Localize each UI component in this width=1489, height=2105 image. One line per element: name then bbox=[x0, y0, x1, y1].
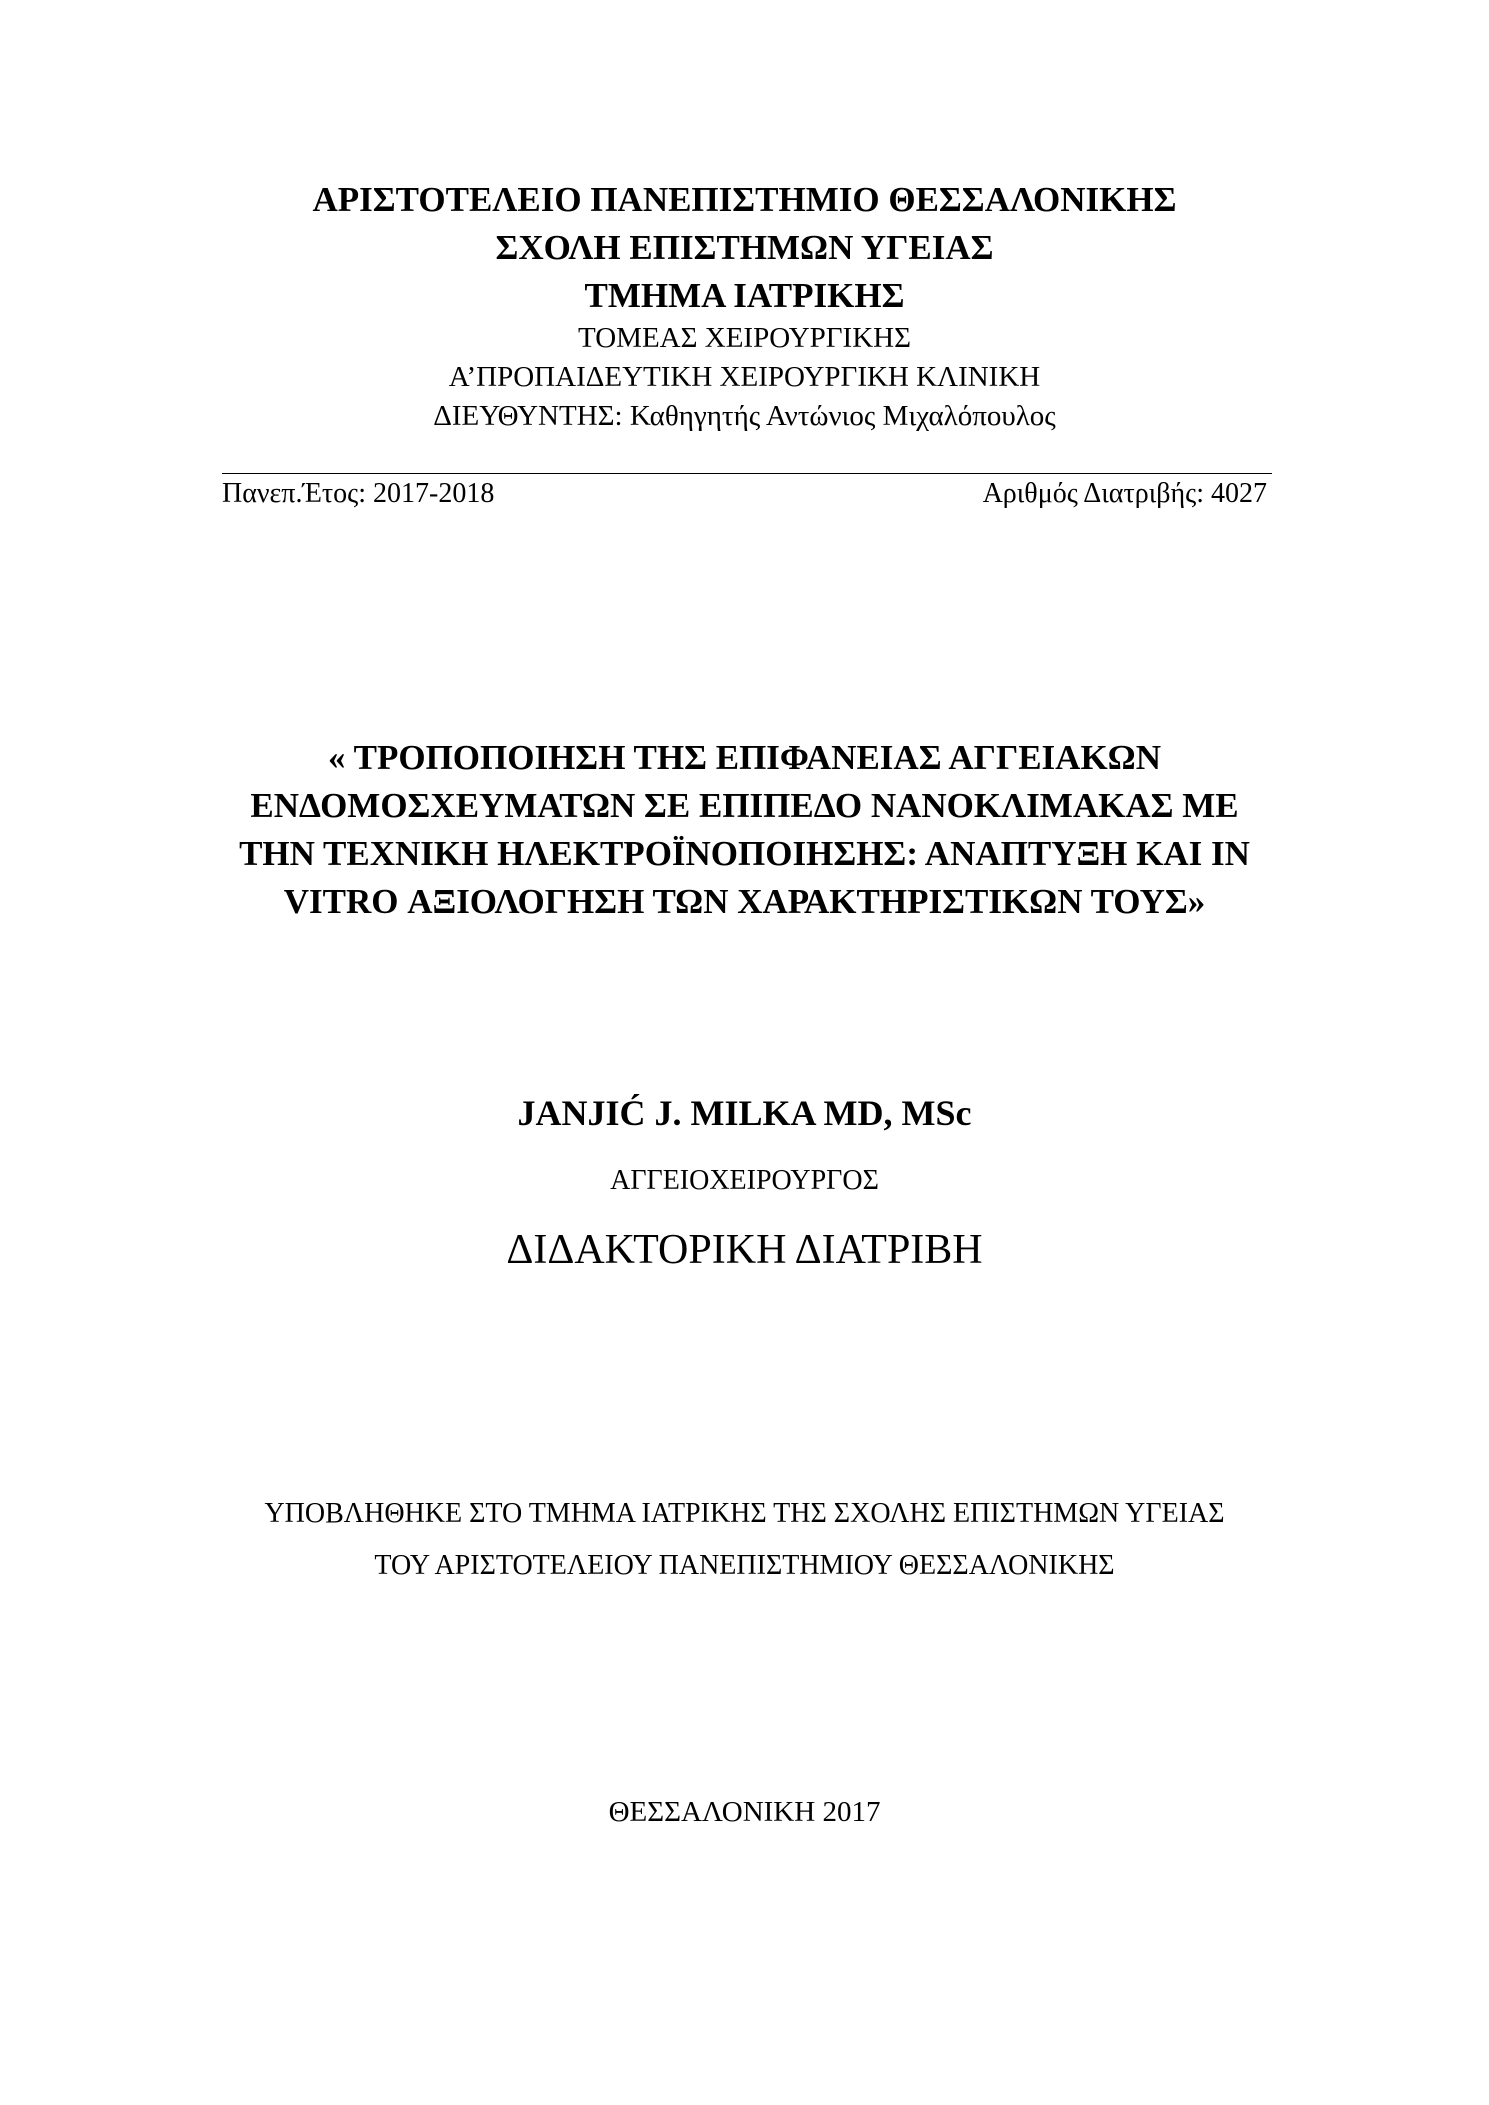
thesis-title-line: « ΤΡΟΠΟΠΟΙΗΣΗ ΤΗΣ ΕΠΙΦΑΝΕΙΑΣ ΑΓΓΕΙΑΚΩΝ bbox=[328, 738, 1161, 777]
clinic-name: Α’ΠΡΟΠΑΙΔΕΥΤΙΚΗ ΧΕΙΡΟΥΡΓΙΚΗ ΚΛΙΝΙΚΗ bbox=[448, 361, 1041, 393]
thesis-number: Αριθμός Διατριβής: 4027 bbox=[982, 478, 1267, 509]
header-divider bbox=[222, 473, 1272, 474]
school-name: ΣΧΟΛΗ ΕΠΙΣΤΗΜΩΝ ΥΓΕΙΑΣ bbox=[495, 228, 994, 267]
author-specialty: ΑΓΓΕΙΟΧΕΙΡΟΥΡΓΟΣ bbox=[610, 1165, 879, 1196]
director-line: ΔΙΕΥΘΥΝΤΗΣ: Καθηγητής Αντώνιος Μιχαλόπουλος bbox=[433, 400, 1056, 432]
author-name: JANJIĆ J. MILKA MD, MSc bbox=[517, 1093, 972, 1133]
university-name: ΑΡΙΣΤΟΤΕΛΕΙΟ ΠΑΝΕΠΙΣΤΗΜΙΟ ΘΕΣΣΑΛΟΝΙΚΗΣ bbox=[312, 180, 1177, 219]
submission-line: ΥΠΟΒΛΗΘΗΚΕ ΣΤΟ ΤΜΗΜΑ ΙΑΤΡΙΚΗΣ ΤΗΣ ΣΧΟΛΗΣ ΕΠΙΣΤΗΜΩΝ ΥΓΕΙΑΣ bbox=[264, 1498, 1225, 1529]
thesis-title-line: ΕΝΔΟΜΟΣΧΕΥΜΑΤΩΝ ΣΕ ΕΠΙΠΕΔΟ ΝΑΝΟΚΛΙΜΑΚΑΣ ΜΕ bbox=[250, 786, 1239, 825]
thesis-title-line: VITRO ΑΞΙΟΛΟΓΗΣΗ ΤΩΝ ΧΑΡΑΚΤΗΡΙΣΤΙΚΩΝ ΤΟΥΣ» bbox=[283, 882, 1206, 921]
thesis-title-line: ΤΗΝ ΤΕΧΝΙΚΗ ΗΛΕΚΤΡΟΪΝΟΠΟΙΗΣΗΣ: ΑΝΑΠΤΥΞΗ ΚΑΙ IN bbox=[239, 834, 1250, 873]
department-name: ΤΜΗΜΑ ΙΑΤΡΙΚΗΣ bbox=[584, 276, 905, 315]
city-year: ΘΕΣΣΑΛΟΝΙΚΗ 2017 bbox=[608, 1796, 881, 1828]
sector-name: ΤΟΜΕΑΣ ΧΕΙΡΟΥΡΓΙΚΗΣ bbox=[578, 322, 911, 354]
document-type: ΔΙΔΑΚΤΟΡΙΚΗ ΔΙΑΤΡΙΒΗ bbox=[506, 1227, 983, 1273]
submission-line: ΤΟΥ ΑΡΙΣΤΟΤΕΛΕΙΟΥ ΠΑΝΕΠΙΣΤΗΜΙΟΥ ΘΕΣΣΑΛΟΝΙΚΗΣ bbox=[374, 1550, 1115, 1581]
academic-year: Πανεπ.Έτος: 2017-2018 bbox=[222, 478, 495, 509]
